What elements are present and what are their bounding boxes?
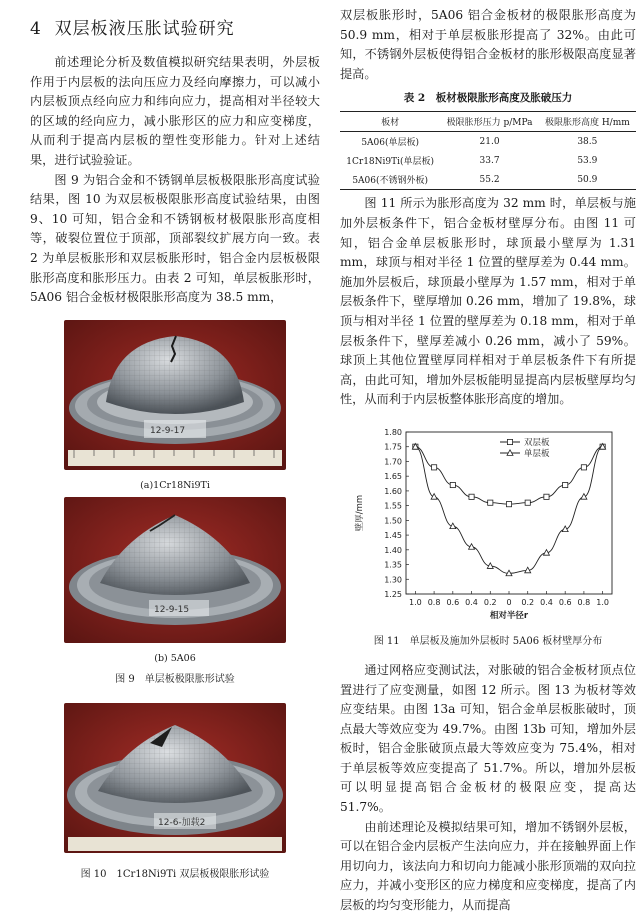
- legend-label: 单层板: [524, 448, 550, 459]
- data-point-square: [525, 500, 530, 505]
- figure-10: [64, 703, 286, 857]
- x-tick-label: 0.4: [540, 597, 553, 607]
- data-point-square: [450, 482, 455, 487]
- table-cell: 55.2: [479, 174, 500, 185]
- figure-11-caption: 图 11 单层板及施加外层板时 5A06 板材壁厚分布: [373, 635, 603, 647]
- data-point-square: [488, 500, 493, 505]
- table-header-cell: 板材: [381, 118, 400, 129]
- section-heading: [30, 14, 320, 39]
- y-tick-label: 1.50: [384, 516, 402, 526]
- table-cell: 33.7: [479, 155, 500, 166]
- photo-5a06-single: [64, 497, 286, 643]
- series-line-2: [415, 447, 602, 574]
- y-tick-label: 1.25: [384, 589, 402, 599]
- figure-9a-label: (a)1Cr18Ni9Ti: [140, 479, 210, 491]
- y-tick-label: 1.40: [384, 545, 402, 555]
- figure-9b: [64, 497, 286, 664]
- right-paragraph-1: 双层板胀形时，5A06 铝合金板材的极限胀形高度为 50.9 mm，相对于单层板胀形提高了 32%。由此可知，不锈钢外层板使得铝合金板材的胀形极限高度显著提高。: [340, 8, 636, 81]
- data-point-square: [544, 494, 549, 499]
- table-header-row: [340, 112, 636, 132]
- table-cell: 5A06(不锈钢外板): [352, 176, 429, 187]
- x-tick-label: 1.0: [408, 597, 422, 607]
- y-axis-label: 壁厚/mm: [355, 494, 365, 532]
- table-2-caption: 表 2 板材极限胀形高度及胀破压力: [403, 92, 573, 105]
- section-title: 双层板液压胀试验研究: [54, 19, 235, 39]
- table-cell: 1Cr18Ni9Ti(单层板): [346, 157, 435, 168]
- table-2: [340, 111, 636, 190]
- y-tick-label: 1.80: [384, 427, 402, 437]
- x-tick-label: 0.8: [577, 597, 591, 607]
- thickness-chart: [340, 416, 636, 626]
- handwriting-label-b: 12-9-15: [154, 604, 190, 615]
- section-number: 4: [30, 19, 42, 39]
- y-tick-label: 1.30: [384, 575, 402, 585]
- handwriting-label-c: 12-6-加载2: [158, 817, 206, 828]
- data-point-square: [431, 465, 436, 470]
- figure-9-caption: 图 9 单层板极限胀形试验: [115, 673, 235, 685]
- photo-1cr18ni9ti-double: [64, 703, 286, 853]
- handwriting-label-a: 12-9-17: [150, 425, 186, 436]
- right-column: [340, 6, 636, 916]
- right-paragraph-2: 图 11 所示为胀形高度为 32 mm 时，单层板与施加外层板条件下，铝合金板材壁厚分布。由图 11 可知，铝合金单层板胀形时，球顶最小壁厚为 1.31 mm，球顶与相对半径 1 位置的壁厚差为 0.44 mm。施加外层板后，球顶最小壁厚为 1.57 mm，相对于单层板条件下，壁厚增加 0.26 mm，增加了 19.8%，球顶与相对半径 1 位置的壁厚差为 0.18 mm，相对于单层板条件下，壁厚差减小 0.26 mm，减小了 59%。球顶上其他位置壁厚同样相对于单层板条件下有所提高，由此可知，增加外层板能明显提高内层板壁厚均匀性，从而利于内层板整体胀形高度的增加。: [340, 196, 636, 407]
- y-tick-label: 1.65: [384, 472, 402, 482]
- table-row: [340, 170, 636, 190]
- y-tick-label: 1.45: [384, 530, 402, 540]
- y-tick-label: 1.35: [384, 560, 402, 570]
- table-cell: 5A06(单层板): [361, 138, 420, 149]
- legend-marker-square: [507, 439, 512, 444]
- table-row: [340, 151, 636, 170]
- data-point-square: [506, 501, 511, 506]
- y-tick-label: 1.75: [384, 442, 402, 452]
- data-point-square: [469, 494, 474, 499]
- x-axis-label: 相对半径r: [489, 610, 529, 621]
- table-header-cell: 极限胀形压力 p/MPa: [446, 118, 533, 129]
- table-cell: 50.9: [577, 174, 598, 185]
- left-paragraph-1: 前述理论分析及数值模拟研究结果表明，外层板作用于内层板的法向压应力及经向摩擦力，可以减小内层板顶点经向应力和纬向应力，提高相对半径较大的区域的经向应力，减小胀形区的应力和应变梯度，从而利于提高内层板的塑性变形能力。针对上述结果，进行试验验证。: [30, 55, 320, 167]
- left-column: [30, 14, 320, 880]
- x-tick-label: 1.0: [596, 597, 610, 607]
- x-tick-label: 0.2: [521, 597, 535, 607]
- figure-9a: [64, 320, 286, 491]
- photo-1cr18ni9ti-single: [64, 320, 286, 470]
- legend-label: 双层板: [524, 437, 550, 448]
- data-point-square: [581, 465, 586, 470]
- x-tick-label: 0.8: [427, 597, 441, 607]
- x-tick-label: 0: [506, 597, 512, 607]
- left-paragraph-2: 图 9 为铝合金和不锈钢单层板极限胀形高度试验结果，图 10 为双层板极限胀形高度试验结果，由图 9、10 可知，铝合金和不锈钢板材极限胀形高度相等，破裂位置位于顶部，顶部裂纹扩展方向一致。表 2 为单层板胀形和双层板胀形时，铝合金内层板极限胀形高度和胀形压力。由表 2 可知，单层板胀形时，5A06 铝合金板材极限胀形高度为 38.5 mm，: [30, 172, 320, 305]
- table-cell: 53.9: [577, 155, 598, 166]
- figure-9b-label: (b) 5A06: [154, 652, 196, 664]
- x-tick-label: 0.2: [483, 597, 497, 607]
- y-tick-label: 1.60: [384, 486, 402, 496]
- table-header-cell: 极限胀形高度 H/mm: [544, 118, 630, 129]
- table-row: [340, 132, 636, 152]
- x-tick-label: 0.6: [558, 597, 572, 607]
- data-point-square: [563, 482, 568, 487]
- table-cell: 38.5: [577, 136, 598, 147]
- right-paragraph-4: 由前述理论及模拟结果可知，增加不锈钢外层板，可以在铝合金内层板产生法向应力，并在接触界面上作用切向力，该法向力和切向力能减小胀形顶端的双向拉应力，并减小变形区的应力梯度和应变梯度，提高了内层板的均匀变形能力，从而提高: [340, 819, 636, 913]
- y-tick-label: 1.55: [384, 501, 402, 511]
- table-cell: 21.0: [479, 136, 500, 147]
- right-paragraph-3: 通过网格应变测试法，对胀破的铝合金板材顶点位置进行了应变测量，如图 12 所示。图 13 为板材等效应变结果。由图 13a 可知，铝合金单层板胀破时，顶点最大等效应变为 49.7%。由图 13b 可知，增加外层板时，铝合金胀破顶点最大等效应变为 75.4%，相对于单层板等效应变提高了 51.7%。所以，增加外层板可以明显提高铝合金板材的极限应变，提高达 51.7%。: [340, 662, 636, 815]
- x-tick-label: 0.6: [446, 597, 460, 607]
- y-tick-label: 1.70: [384, 457, 402, 467]
- x-tick-label: 0.4: [465, 597, 478, 607]
- figure-10-caption: 图 10 1Cr18Ni9Ti 双层板极限胀形试验: [80, 868, 270, 880]
- figure-11: [340, 416, 636, 647]
